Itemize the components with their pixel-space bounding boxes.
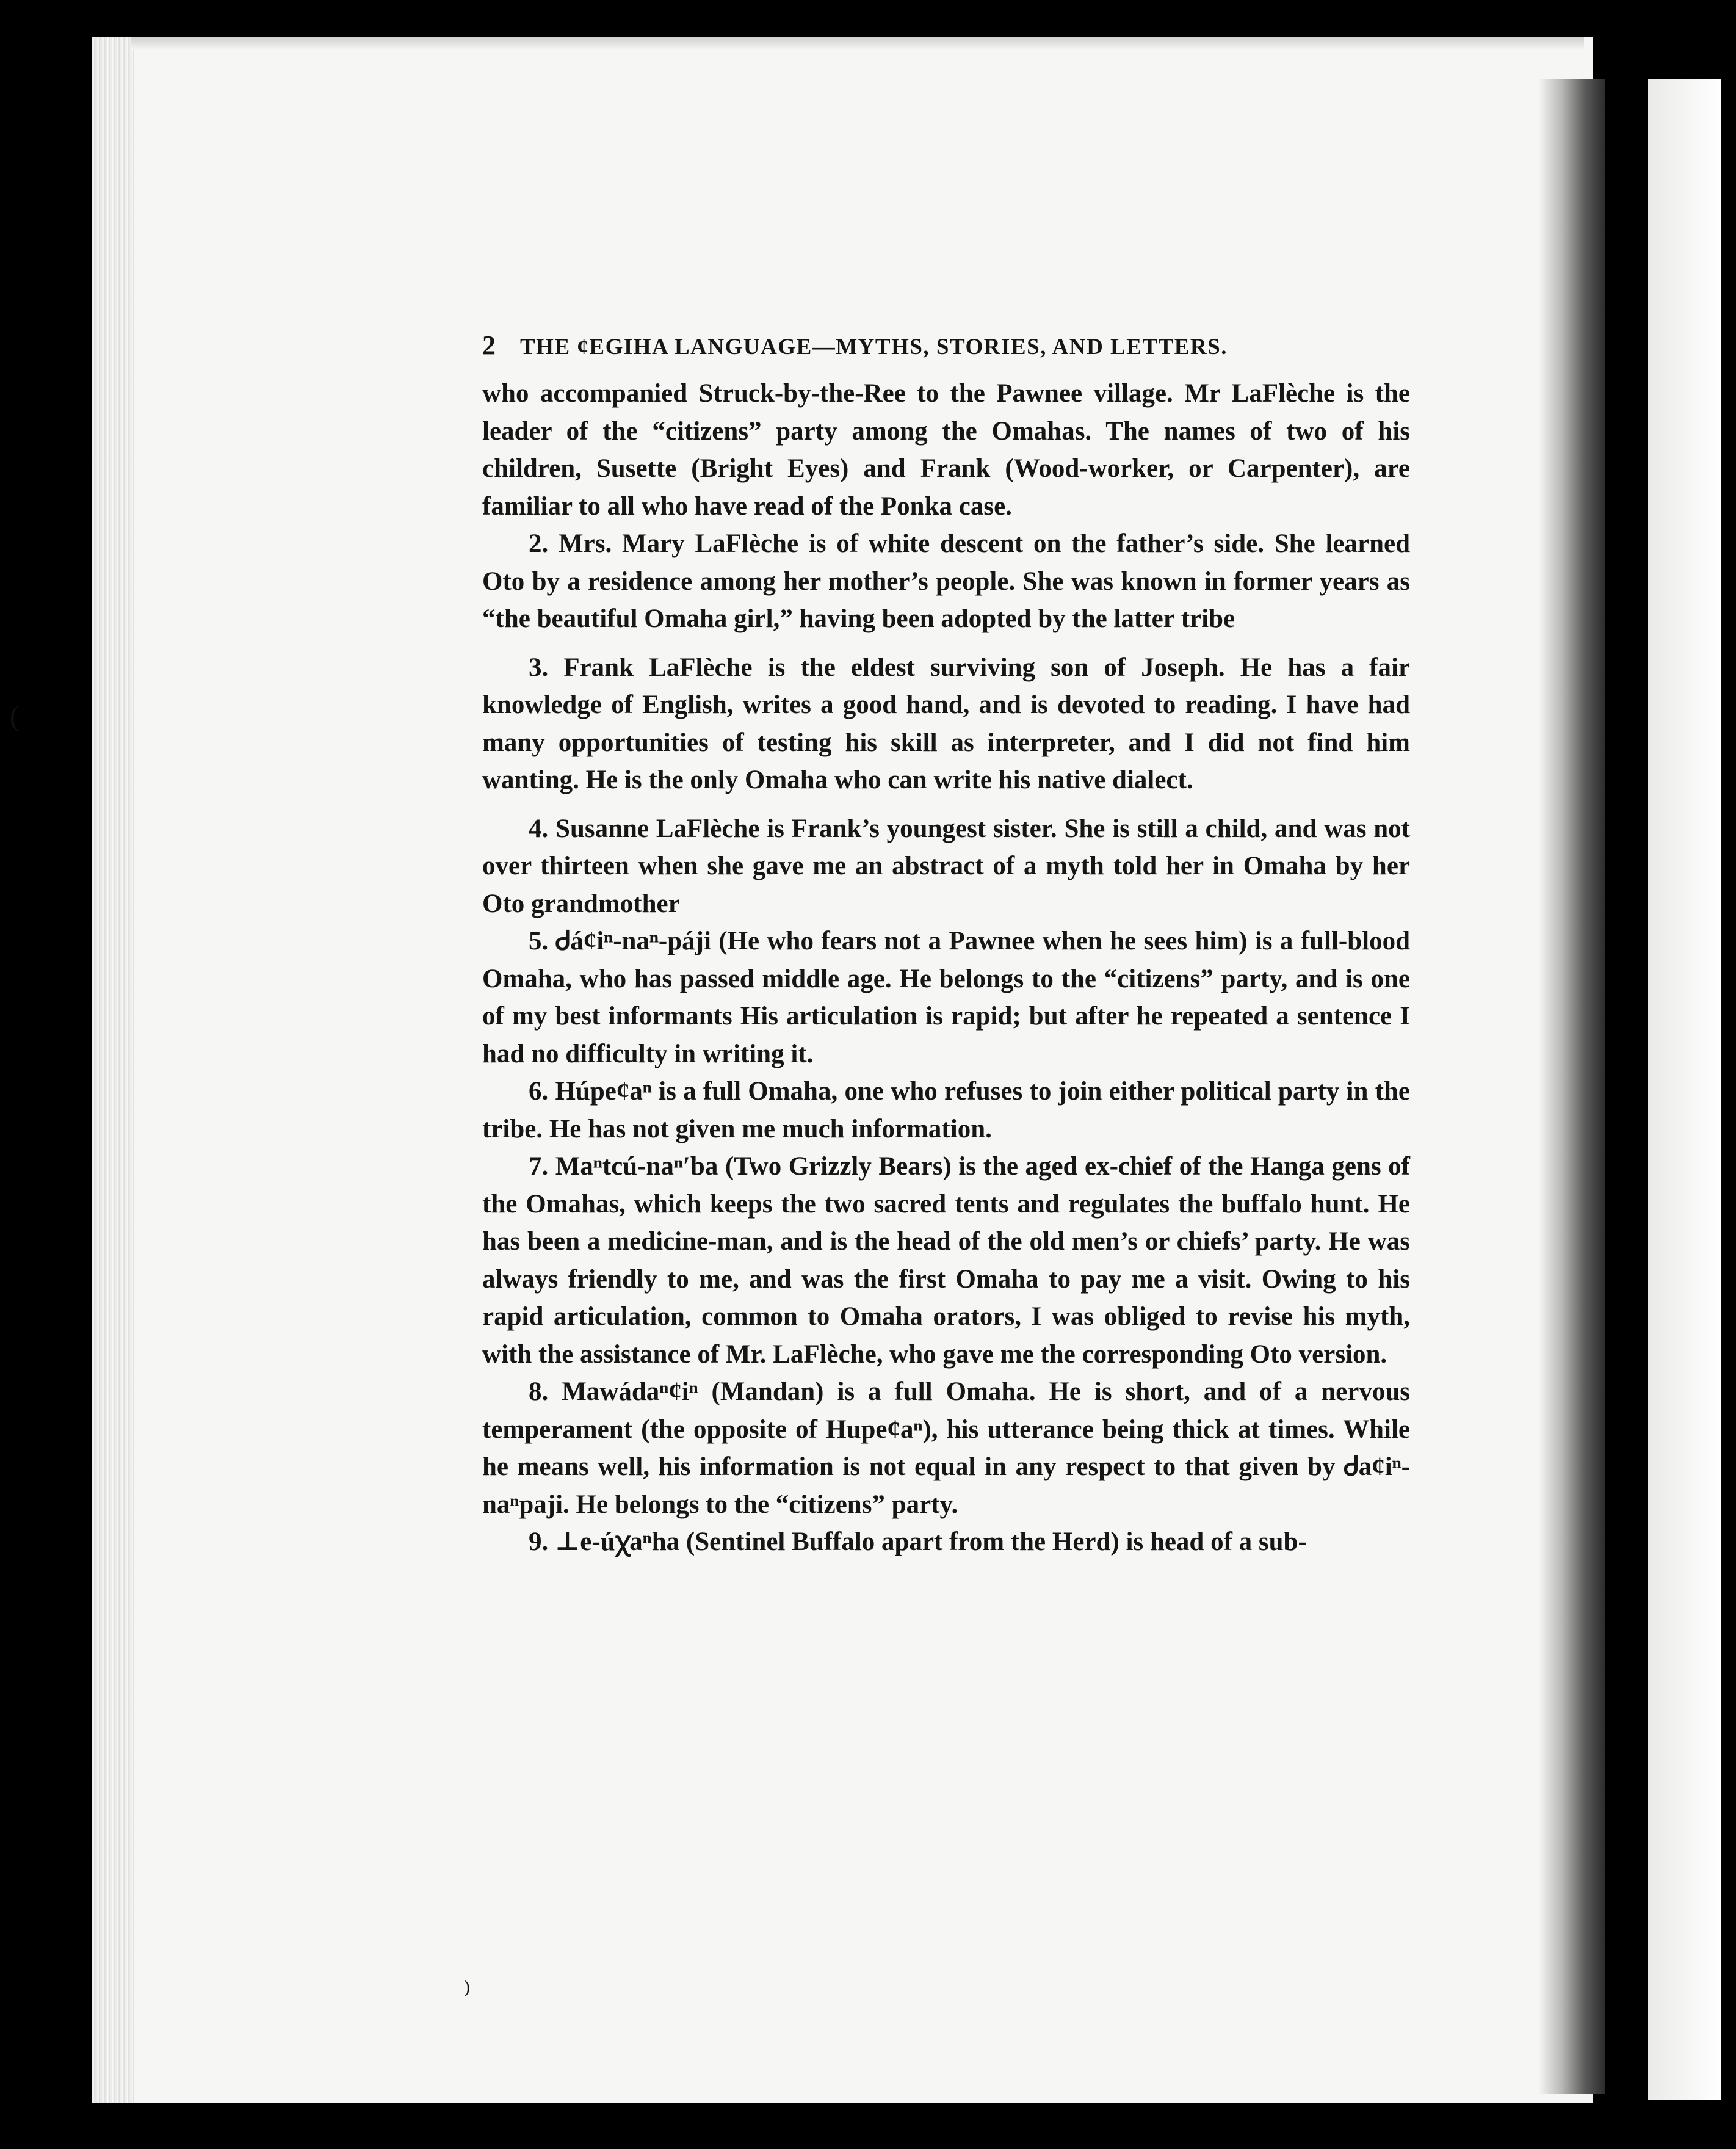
paragraph-item-6: 6. Húpe¢aⁿ is a full Omaha, one who refuses to join either political party in the tribe. He has not given me much information.: [482, 1077, 1410, 1143]
page-top-edge: [131, 37, 1584, 50]
paragraph-item-7: 7. Maⁿtcú-naⁿ′ba (Two Grizzly Bears) is the aged ex-chief of the Hanga gens of the Omahas, which keeps the two sacred tents and regulates the buffalo hunt. He has been a medicine-man, and is the head of the old men’s or chiefs’ party. He was always friendly to me, and was the first Omaha to pay me a visit. Owing to his rapid articulation, common to Omaha orators, I was obliged to revise his myth, with the assistance of Mr. LaFlèche, who gave me the corresponding Oto version.: [482, 1152, 1410, 1369]
page-edges: [92, 37, 134, 2103]
paragraph-item-2: 2. Mrs. Mary LaFlèche is of white descent on the father’s side. She learned Oto by a residence among her mother’s people. She was known in former years as “the beautiful Omaha girl,” having been adopted by the latter tribe: [482, 529, 1410, 633]
scan-mark-left: (: [10, 700, 20, 731]
paragraph-item-3: 3. Frank LaFlèche is the eldest surviving son of Joseph. He has a fair knowledge of English, writes a good hand, and is devoted to reading. I have had many opportunities of testing his skill as interpreter, and I did not find him wanting. He is the only Omaha who can write his native dialect.: [482, 653, 1410, 794]
facing-page-edge: [1648, 79, 1721, 2100]
paragraph-item-8: 8. Mawádaⁿ¢iⁿ (Mandan) is a full Omaha. He is short, and of a nervous temperament (the opposite of Hupe¢aⁿ), his utterance being thick at times. While he means well, his information is not equal in any respect to that given by Ꮷa¢iⁿ-naⁿpaji. He belongs to the “citizens” party.: [482, 1377, 1410, 1519]
paragraph-item-5: 5. Ꮷá¢iⁿ-naⁿ-páji (He who fears not a Pawnee when he sees him) is a full-blood Omaha, who has passed middle age. He belongs to the “citizens” party, and is one of my best informants His articulation is rapid; but after he repeated a sentence I had no difficulty in writing it.: [482, 927, 1410, 1068]
paragraph-item-9: 9. ⊥e-úꭓaⁿha (Sentinel Buffalo apart from the Herd) is head of a sub-: [529, 1527, 1307, 1556]
page-number: 2: [482, 330, 496, 360]
text-block: [482, 330, 1410, 1561]
binding-gutter: [1538, 79, 1605, 2094]
paragraph-continuation: who accompanied Struck-by-the-Ree to the Pawnee village. Mr LaFlèche is the leader of the “citizens” party among the Omahas. The names of two of his children, Susette (Bright Eyes) and Frank (Wood-worker, or Carpenter), are familiar to all who have read of the Ponka case.: [482, 379, 1410, 521]
running-head: THE ¢EGIHA LANGUAGE—MYTHS, STORIES, AND LETTERS.: [520, 335, 1228, 360]
page-header: [482, 330, 1410, 366]
paragraph-item-4: 4. Susanne LaFlèche is Frank’s youngest sister. She is still a child, and was not over thirteen when she gave me an abstract of a myth told her in Omaha by her Oto grandmother: [482, 814, 1410, 918]
scan-mark-bottom: ): [464, 1977, 470, 1997]
